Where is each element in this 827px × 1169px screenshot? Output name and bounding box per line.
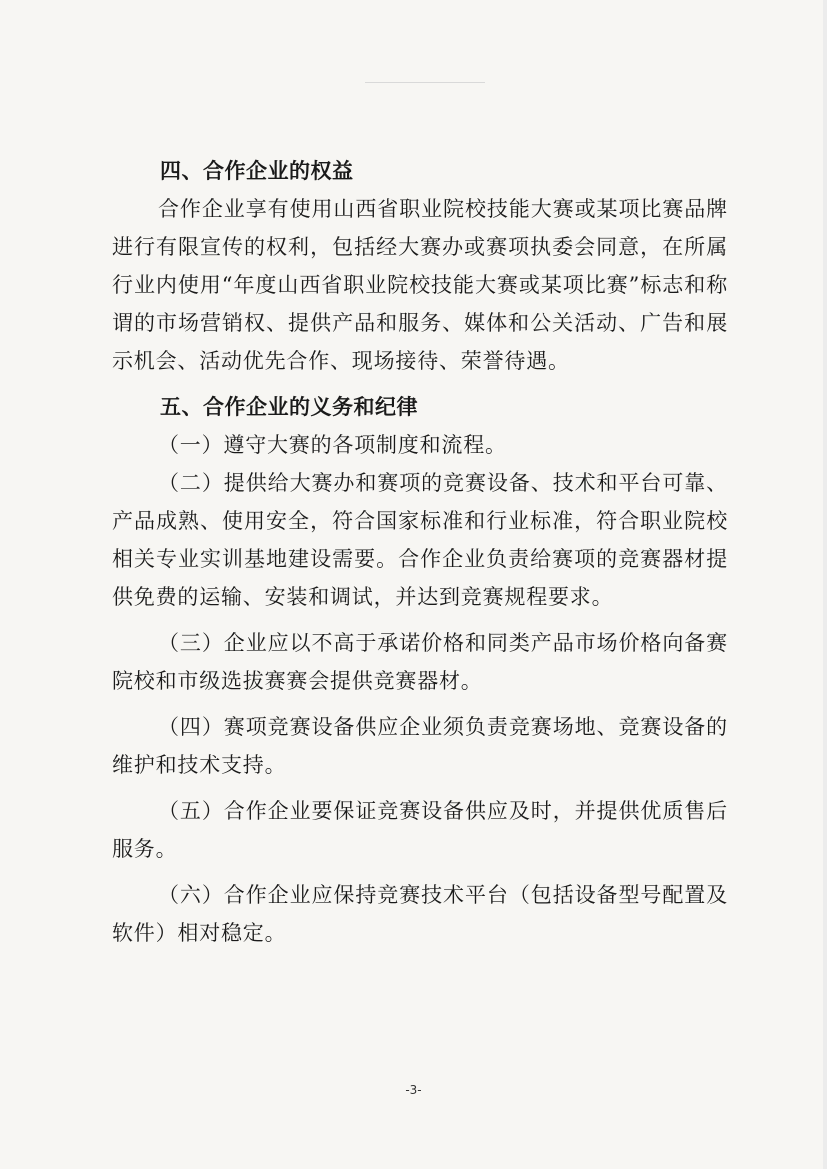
paragraph-obligation-2: （二）提供给大赛办和赛项的竞赛设备、技术和平台可靠、产品成熟、使用安全，符合国家标准和行业标准，符合职业院校相关专业实训基地建设需要。合作企业负责给赛项的竞赛器材提供免费的运输、安装和调试，并达到竞赛规程要求。 [112,471,728,609]
paragraph-obligation-1: （一）遵守大赛的各项制度和流程。 [158,433,507,457]
section-heading-rights: 四、合作企业的权益 [160,159,354,183]
page-number: -3- [405,1083,422,1097]
paragraph-obligation-6: （六）合作企业应保持竞赛技术平台（包括设备型号配置及软件）相对稳定。 [112,883,728,945]
paragraph-obligation-4: （四）赛项竞赛设备供应企业须负责竞赛场地、竞赛设备的维护和技术支持。 [112,715,728,777]
page-edge [823,0,827,1169]
paragraph-obligation-3: （三）企业应以不高于承诺价格和同类产品市场价格向备赛院校和市级选拔赛赛会提供竞赛器材。 [112,631,728,693]
scan-mark [365,82,485,83]
section-heading-obligations: 五、合作企业的义务和纪律 [160,395,418,419]
document-body [112,152,728,952]
paragraph-obligation-5: （五）合作企业要保证竞赛设备供应及时，并提供优质售后服务。 [112,799,728,861]
paragraph-rights: 合作企业享有使用山西省职业院校技能大赛或某项比赛品牌进行有限宣传的权利，包括经大赛办或赛项执委会同意，在所属行业内使用“年度山西省职业院校技能大赛或某项比赛”标志和称谓的市场营销权、提供产品和服务、媒体和公关活动、广告和展示机会、活动优先合作、现场接待、荣誉待遇。 [112,197,728,373]
